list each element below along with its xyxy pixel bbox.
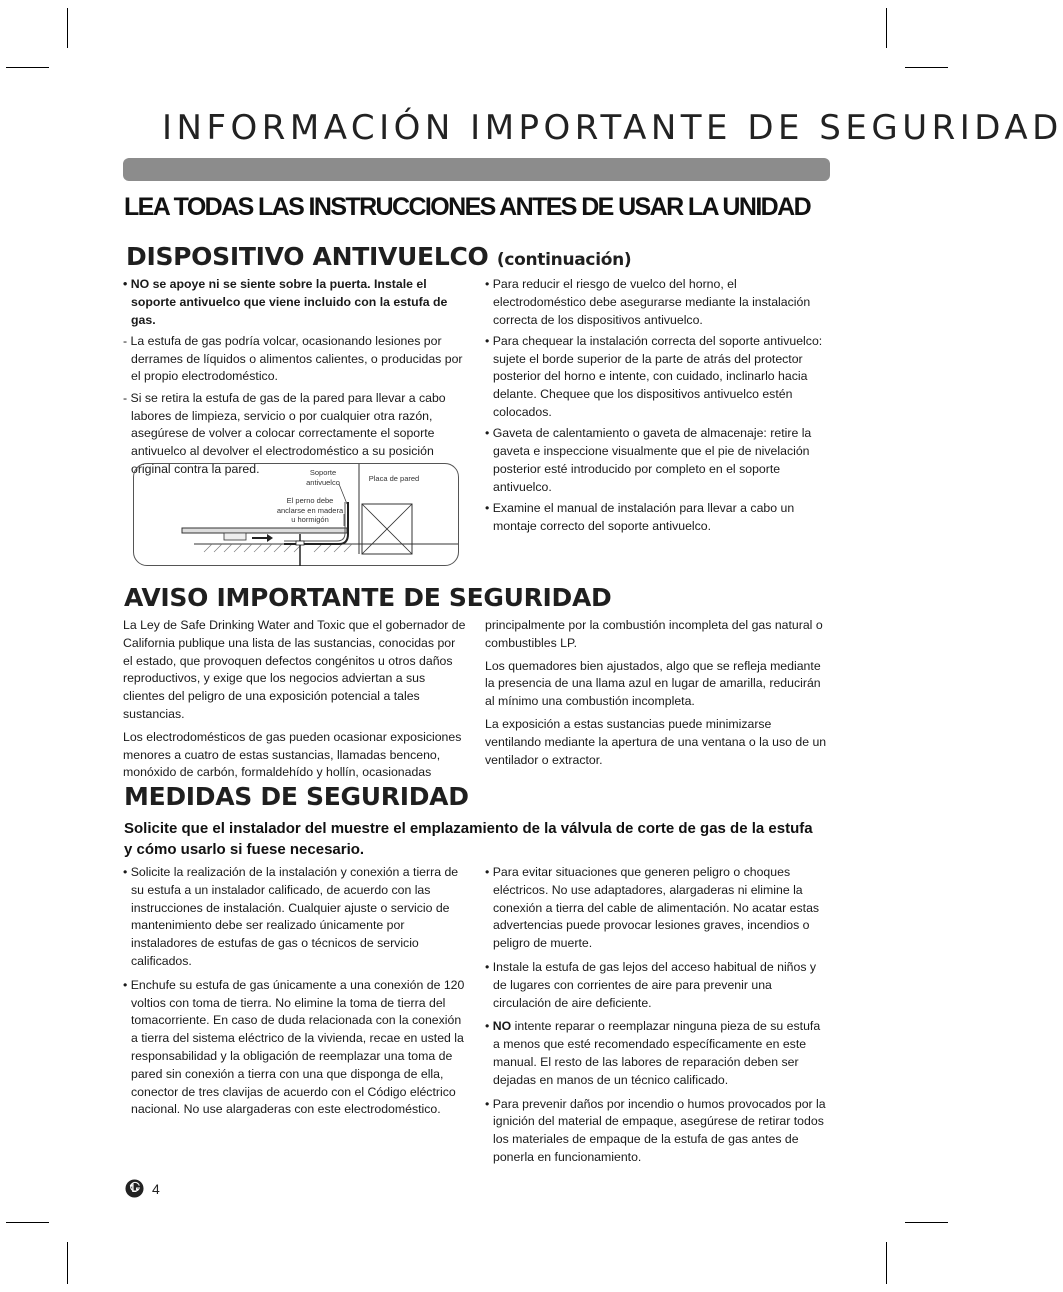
aviso-paragraph: principalmente por la combustión incompleta del gas natural o combustibles LP. <box>485 618 823 650</box>
bullet-text: intente reparar o reemplazar ninguna pieza de su estufa a menos que esté recomendado específicamente en este manual. El resto de las labores de reparación deben ser dejadas en manos de un técnico calificado. <box>493 1019 821 1087</box>
antivuelco-right-column <box>485 276 830 536</box>
crop-mark <box>6 1222 49 1223</box>
crop-mark <box>905 1222 948 1223</box>
antivuelco-heading-text: DISPOSITIVO ANTIVUELCO <box>126 242 489 271</box>
antivuelco-left-column <box>123 276 471 479</box>
title-divider-bar <box>123 158 830 181</box>
aviso-heading: AVISO IMPORTANTE DE SEGURIDAD <box>124 583 612 612</box>
aviso-right-column <box>485 617 830 769</box>
bullet-lead: • <box>485 1019 493 1034</box>
diagram-label-bolt: El perno debe anclarse en madera u hormigón <box>276 496 344 524</box>
aviso-paragraph: Los electrodomésticos de gas pueden ocasionar exposiciones menores a cuatro de estas sustancias, llamadas benceno, monóxido de carbón, formaldehído y hollín, ocasionadas <box>123 729 462 780</box>
antivuelco-heading-suffix: (continuación) <box>496 250 632 270</box>
medidas-bullet: • Para prevenir daños por incendio o humos provocados por la ignición del material de empaque, asegúrese de retirar todos los materiales de empaque de la estufa de gas antes de ponerla en funcionamiento. <box>485 1096 826 1164</box>
crop-mark <box>67 1242 68 1284</box>
antivuelco-dash-item: - Si se retira la estufa de gas de la pared para llevar a cabo labores de limpieza, servicio o por cualquier otra razón, asegúrese de volver a colocar correctamente el soporte antivuelco al devolver el electrodoméstico a su posición original contra la pared. <box>123 390 446 476</box>
aviso-paragraph: La Ley de Safe Drinking Water and Toxic que el gobernador de California publique una lista de las sustancias, conocidas por el estado, que provoquen defectos congénitos u otros daños reproductivos, y exige que los negocios adviertan a sus clientes del peligro de una exposición potencial a tales sustancias. <box>123 618 466 721</box>
crop-mark <box>67 8 68 48</box>
diagram-label-bracket: Soporte antivuelco <box>306 468 340 487</box>
aviso-paragraph: La exposición a estas sustancias puede minimizarse ventilando mediante la apertura de una ventana o la uso de un ventilador o extractor. <box>485 716 827 767</box>
crop-mark <box>886 1242 887 1284</box>
anti-tip-bracket-diagram <box>133 463 459 566</box>
aviso-paragraph: Los quemadores bien ajustados, algo que se refleja mediante la presencia de una llama azul en lugar de amarilla, reducirán al mínimo una combustión incompleta. <box>485 658 821 709</box>
antivuelco-warning-bullet: • NO se apoye ni se siente sobre la puerta. Instale el soporte antivuelco que viene incluido con la estufa de gas. <box>123 277 448 327</box>
medidas-right-column <box>485 864 830 1167</box>
medidas-bullet: • Instale la estufa de gas lejos del acceso habitual de niños y de lugares con corrientes de aire para prevenir una circulación de aire deficiente. <box>485 959 817 1010</box>
aviso-left-column <box>123 617 468 782</box>
antivuelco-bullet: • Para chequear la instalación correcta del soporte antivuelco: sujete el borde superior de la parte de atrás del protector posterior del horno e intente, con cuidado, inclinarlo hacia delante. Chequee que los dispositivos antivuelco estén colocados. <box>485 333 823 420</box>
page-number: 4 <box>152 1181 160 1197</box>
antivuelco-bullet: • Gaveta de calentamiento o gaveta de almacenaje: retire la gaveta e inspeccione visualmente que el pie de nivelación posterior esté introducido por completo en el soporte antivuelco. <box>485 426 812 494</box>
medidas-subheading: Solicite que el instalador del muestre el emplazamiento de la válvula de corte de gas de la estufa y cómo usarlo si fuese necesario. <box>124 820 813 858</box>
medidas-left-column <box>123 864 468 1119</box>
antivuelco-heading <box>126 242 631 271</box>
medidas-bullet: • Enchufe su estufa de gas únicamente a una conexión de 120 voltios con toma de tierra. No elimine la toma de tierra del tomacorriente. En caso de duda relacionada con la conexión a tierra del sistema eléctrico de la vivienda, recae en usted la responsabilidad y la obligación de reemplazar una toma de pared sin conexión a tierra con una que disponga de ella, conector de tres clavijas de acuerdo con el Código eléctrico nacional. No use alargaderas con este electrodoméstico. <box>123 977 465 1117</box>
medidas-heading: MEDIDAS DE SEGURIDAD <box>124 782 469 811</box>
crop-mark <box>905 67 948 68</box>
medidas-bullet: • Para evitar situaciones que generen peligro o choques eléctricos. No use adaptadores, alargaderas ni elimine la conexión a tierra del cable de alimentación. No acatar estas advertencias puede provocar lesiones graves, incendios o peligro de muerte. <box>485 865 820 951</box>
lg-logo-icon <box>125 1179 144 1198</box>
antivuelco-dash-item: - La estufa de gas podría volcar, ocasionando lesiones por derrames de líquidos o alimentos calientes, o producidas por el propio electrodoméstico. <box>123 333 463 384</box>
antivuelco-bullet: • Examine el manual de instalación para llevar a cabo un montaje correcto del soporte antivuelco. <box>485 501 795 533</box>
crop-mark <box>886 8 887 48</box>
diagram-label-wall-plate: Placa de pared <box>368 474 420 483</box>
no-emphasis: NO <box>492 1019 512 1034</box>
antivuelco-bullet: • Para reducir el riesgo de vuelco del horno, el electrodoméstico debe asegurarse mediante la instalación correcta de los dispositivos antivuelco. <box>485 277 811 327</box>
medidas-bullet: • Solicite la realización de la instalación y conexión a tierra de su estufa a un instalador calificado, de acuerdo con las instrucciones de instalación. Cualquier ajuste o servicio de mantenimiento debe ser realizado únicamente por instaladores de estufas de gas o técnicos de servicio calificados. <box>123 865 459 968</box>
page-title: INFORMACIÓN IMPORTANTE DE SEGURIDAD <box>162 108 1063 148</box>
read-all-instructions-heading: LEA TODAS LAS INSTRUCCIONES ANTES DE USAR LA UNIDAD <box>124 193 811 221</box>
crop-mark <box>6 67 49 68</box>
medidas-bullet <box>485 1018 830 1089</box>
